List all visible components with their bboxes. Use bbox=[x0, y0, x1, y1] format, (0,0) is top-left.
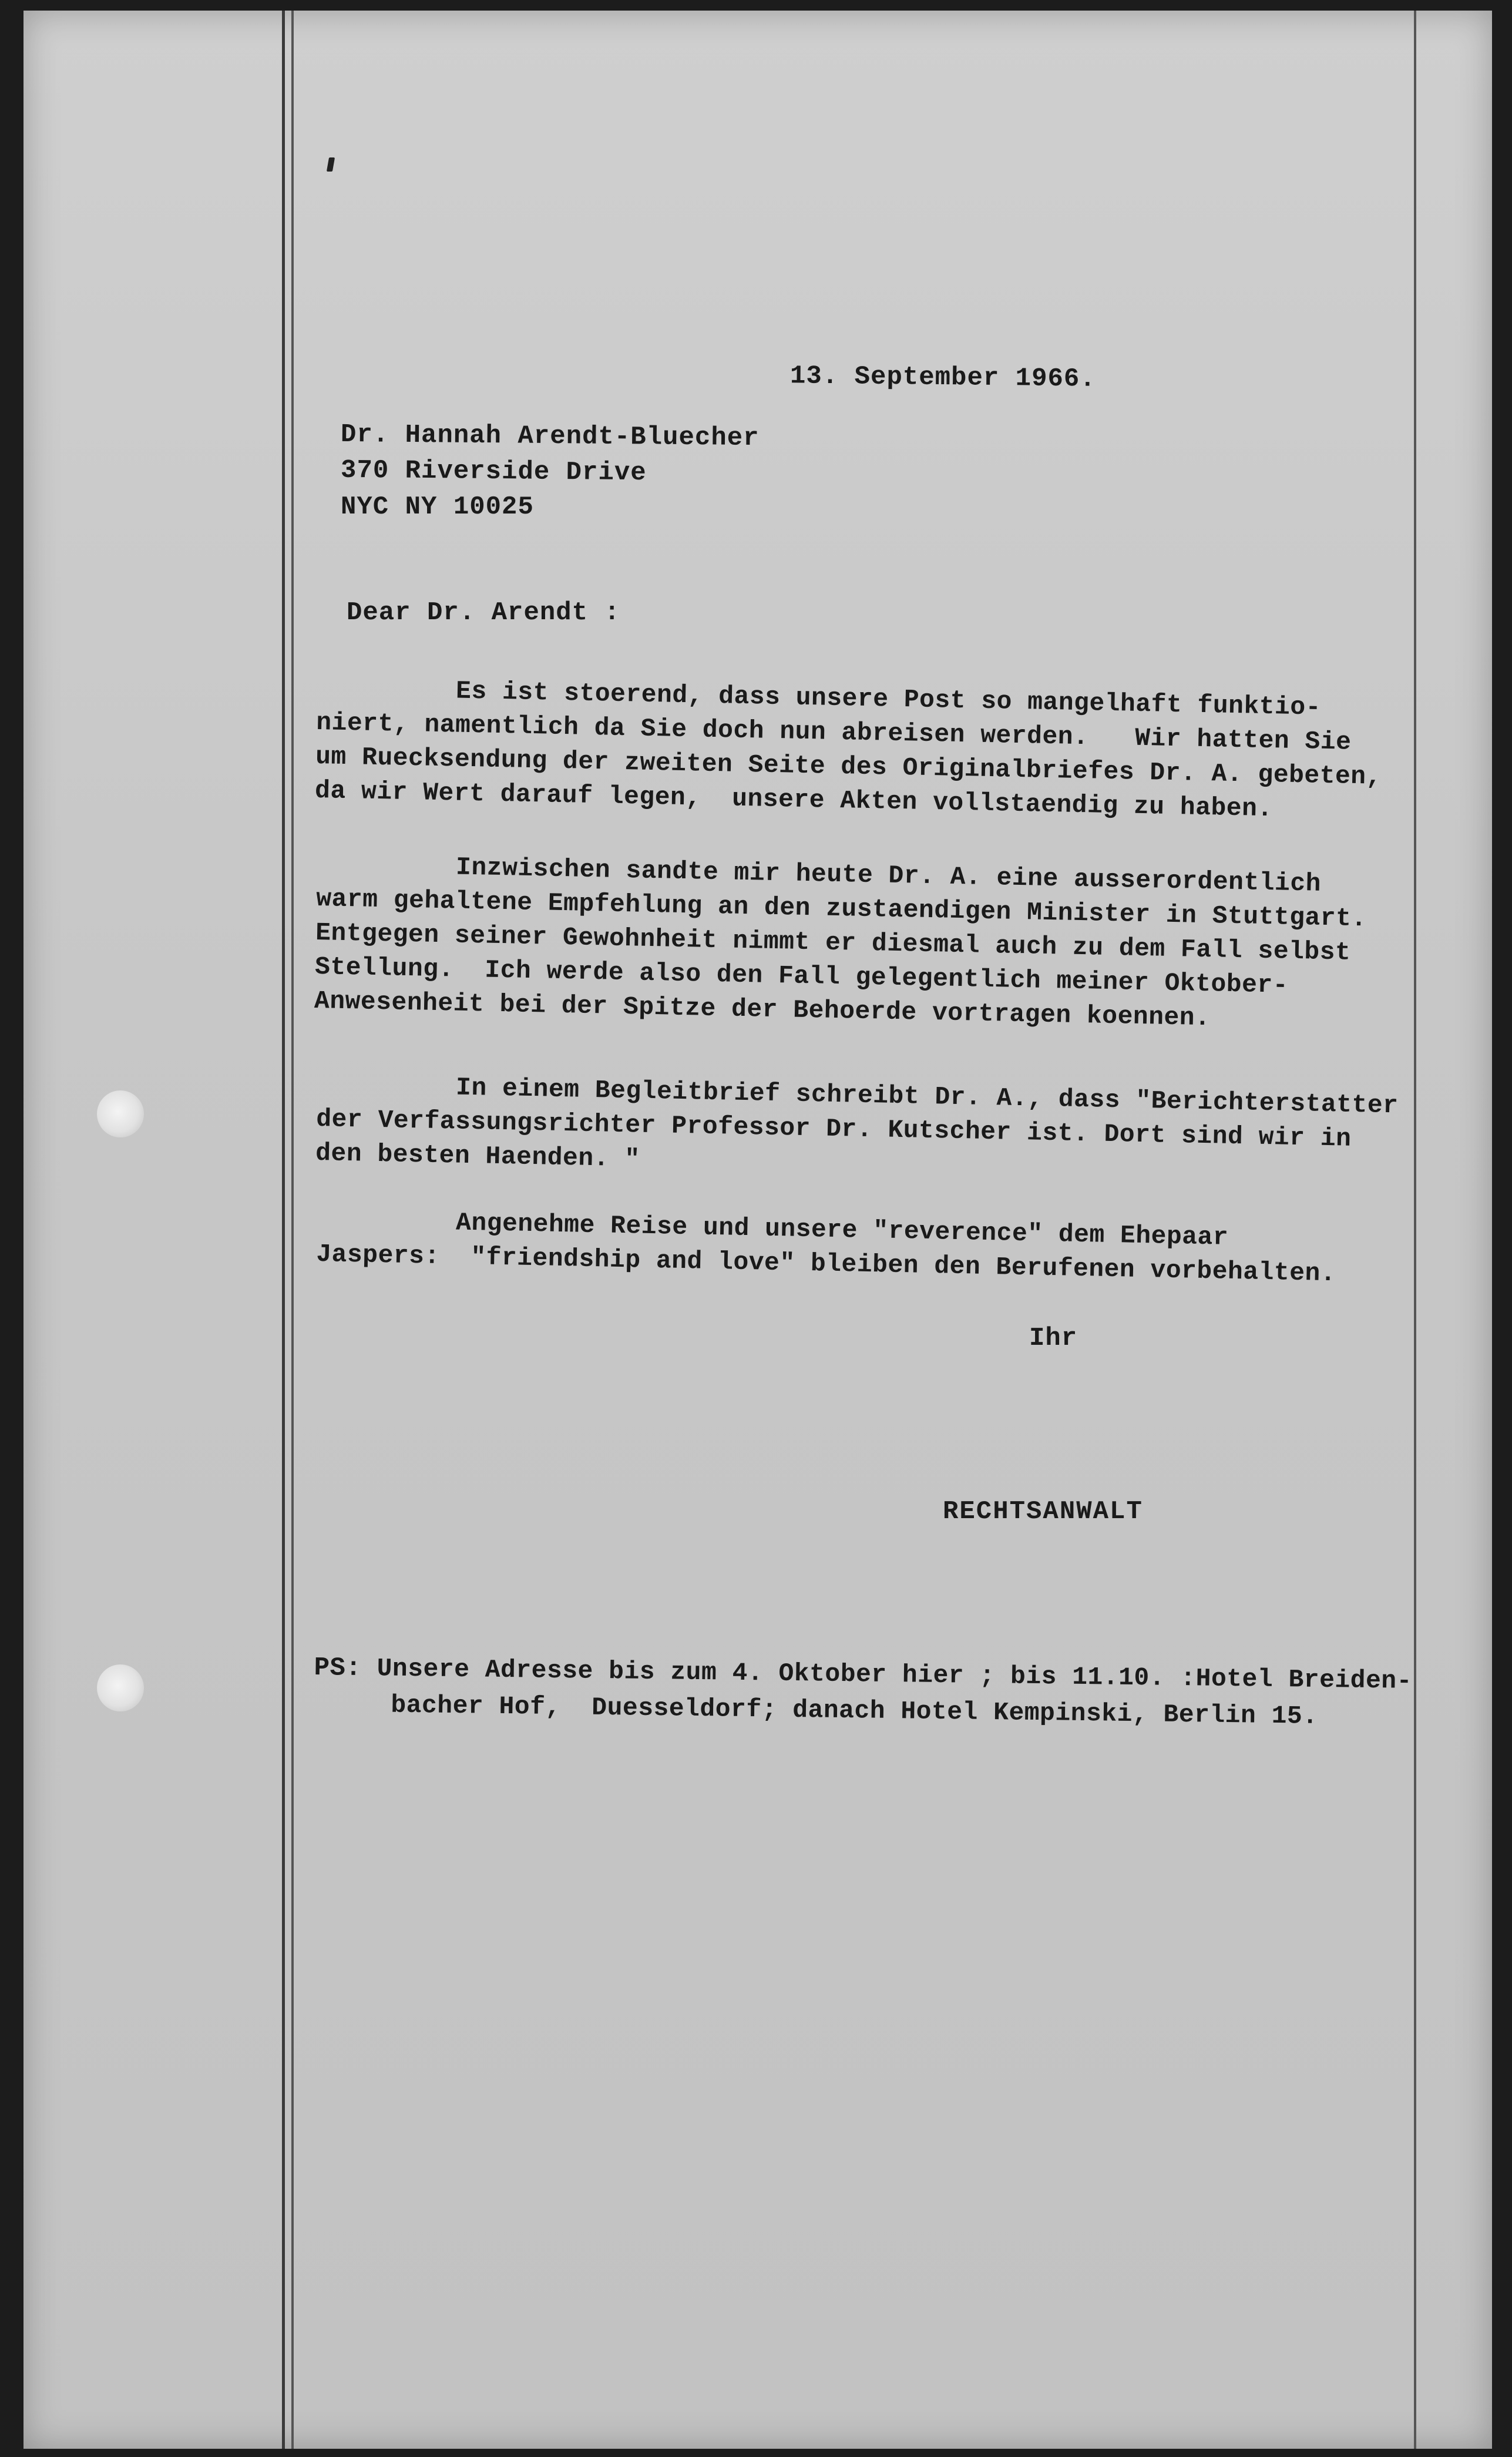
body-paragraph-2: Inzwischen sandte mir heute Dr. A. eine ausserordentlich warm gehaltene Empfehlung an den zustaendigen Minister in Stuttgart. Entgegen seiner Gewohnheit nimmt er diesmal auch zu dem Fall selbst Stellung. Ich werde also den Fall gelegentlich meiner Oktober- Anwesenheit bei der Spitze der Behoerde vortragen koennen. bbox=[314, 850, 1367, 1033]
body-paragraph-4: Angenehme Reise und unsere "reverence" dem Ehepaar Jaspers: "friendship and love" bleiben den Berufenen vorbehalten. bbox=[315, 1205, 1336, 1288]
postscript-text: Unsere Adresse bis zum 4. Oktober hier ; bis 11.10. :Hotel Breiden- bacher Hof, Duesseldorf; danach Hotel Kempinski, Berlin 15. bbox=[313, 1653, 1413, 1731]
recipient-name: Dr. Hannah Arendt-Bluecher bbox=[340, 419, 760, 454]
letter-date: 13. September 1966. bbox=[789, 361, 1096, 394]
punch-hole-lower bbox=[97, 1664, 144, 1711]
body-paragraph-3: In einem Begleitbrief schreibt Dr. A., dass "Berichterstatter der Verfassungsrichter Professor Dr. Kutscher ist. Dort sind wir in den besten Haenden. " bbox=[315, 1070, 1399, 1174]
recipient-street: 370 Riverside Drive bbox=[340, 455, 647, 488]
pen-tick-mark bbox=[327, 157, 335, 172]
postscript bbox=[313, 1650, 1412, 1736]
salutation: Dear Dr. Arendt : bbox=[347, 598, 620, 627]
punch-hole-upper bbox=[97, 1090, 144, 1137]
closing: Ihr bbox=[1029, 1324, 1078, 1353]
body-paragraph-1: Es ist stoerend, dass unsere Post so mangelhaft funktio- niert, namentlich da Sie doch nun abreisen werden. Wir hatten Sie um Ruecksendung der zweiten Seite des Originalbriefes Dr. A. gebeten, da wir Wert darauf legen, unsere Akten vollstaendig zu haben. bbox=[314, 673, 1382, 824]
letter-sheet bbox=[23, 11, 1492, 2449]
left-margin-rule-inner bbox=[291, 11, 294, 2449]
recipient-city: NYC NY 10025 bbox=[341, 492, 534, 522]
postscript-label: PS: bbox=[314, 1653, 362, 1683]
left-margin-rule bbox=[282, 11, 285, 2449]
signoff-title: RECHTSANWALT bbox=[943, 1497, 1143, 1526]
right-margin-rule bbox=[1414, 11, 1416, 2449]
